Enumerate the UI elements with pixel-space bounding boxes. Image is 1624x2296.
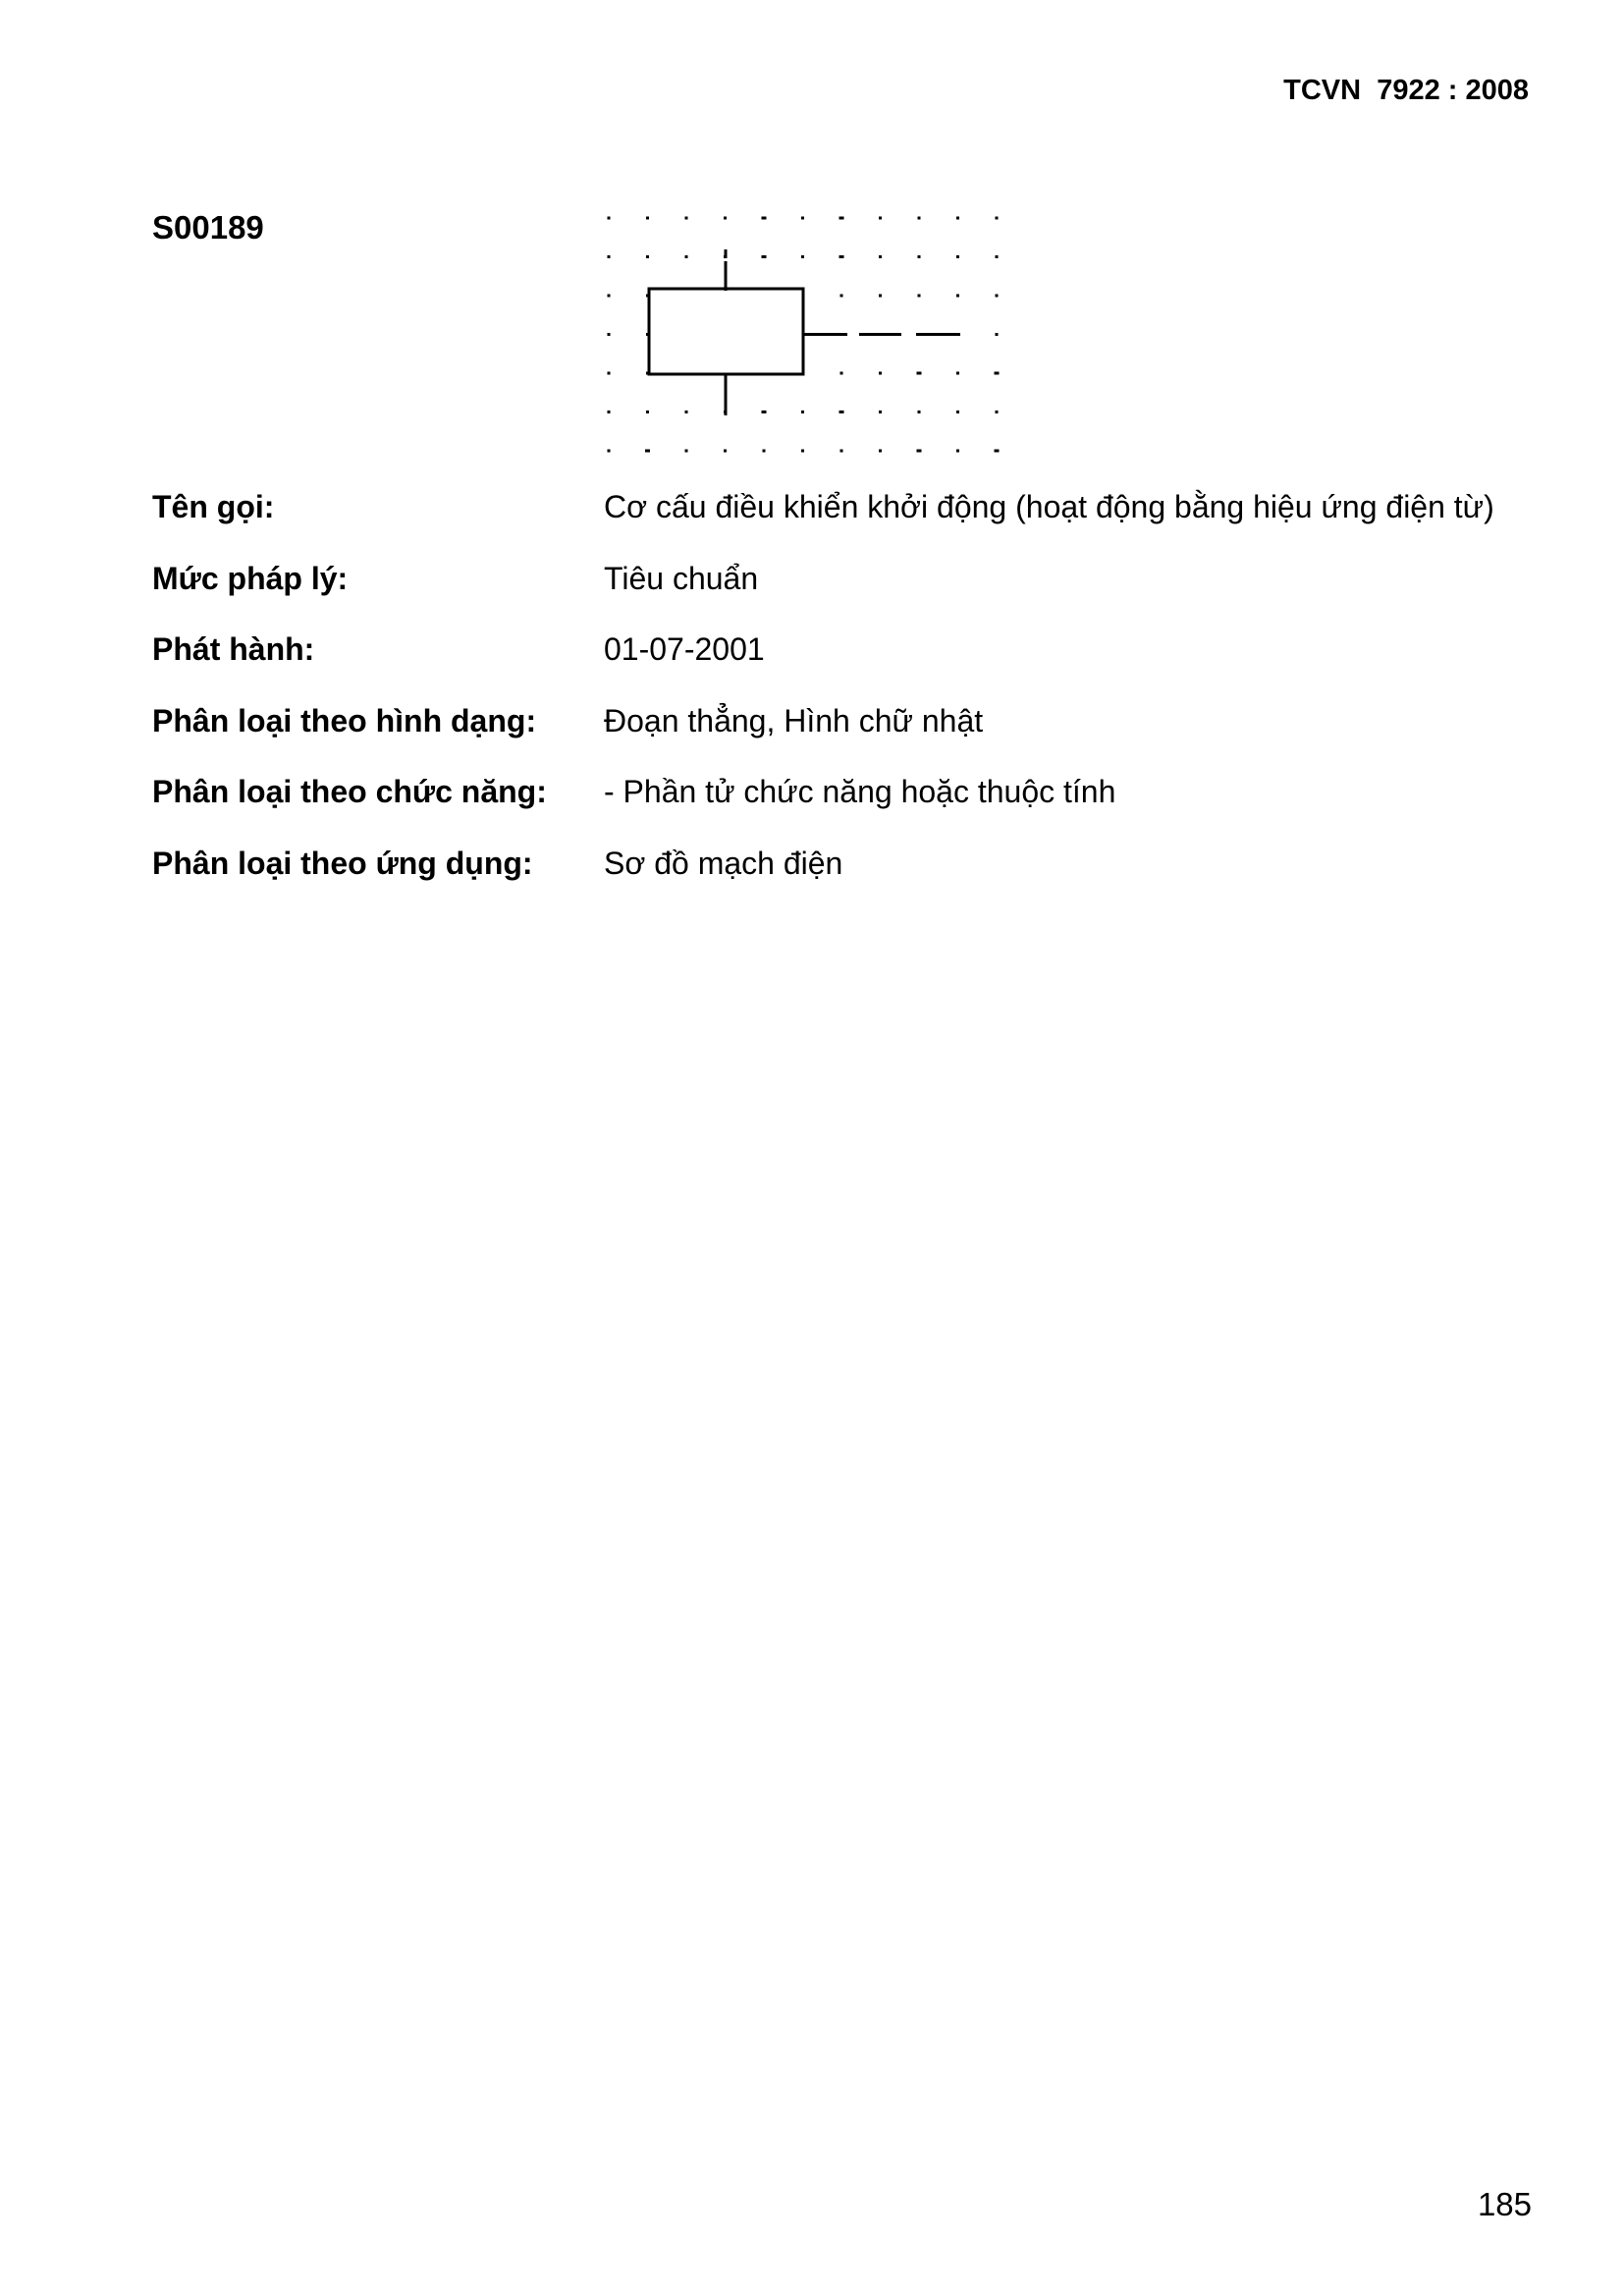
field-row-muc-phap-ly xyxy=(0,563,1624,602)
field-value: 01-07-2001 xyxy=(604,631,765,667)
field-value: - Phần tử chức năng hoặc thuộc tính xyxy=(604,774,1116,809)
field-label: Tên gọi: xyxy=(152,489,275,524)
field-row-phan-loai-chuc-nang xyxy=(0,776,1624,815)
symbol-id: S00189 xyxy=(152,209,264,246)
field-value: Sơ đồ mạch điện xyxy=(604,846,843,881)
field-row-ten-goi xyxy=(0,491,1624,530)
document-title: TCVN 7922 : 2008 xyxy=(1283,75,1529,106)
field-value: Đoạn thẳng, Hình chữ nhật xyxy=(604,703,984,738)
field-label: Phân loại theo chức năng: xyxy=(152,774,547,809)
field-value: Cơ cấu điều khiển khởi động (hoạt động bằng hiệu ứng điện từ) xyxy=(604,489,1494,524)
field-value: Tiêu chuẩn xyxy=(604,561,759,596)
field-row-phan-loai-ung-dung xyxy=(0,847,1624,887)
field-label: Mức pháp lý: xyxy=(152,561,349,596)
field-row-phat-hanh xyxy=(0,633,1624,673)
field-label: Phân loại theo ứng dụng: xyxy=(152,846,533,881)
page-number: 185 xyxy=(1477,2186,1532,2222)
field-label: Phát hành: xyxy=(152,631,315,667)
field-row-phan-loai-hinh-dang xyxy=(0,705,1624,744)
symbol-diagram xyxy=(589,206,1021,471)
field-label: Phân loại theo hình dạng: xyxy=(152,703,537,738)
